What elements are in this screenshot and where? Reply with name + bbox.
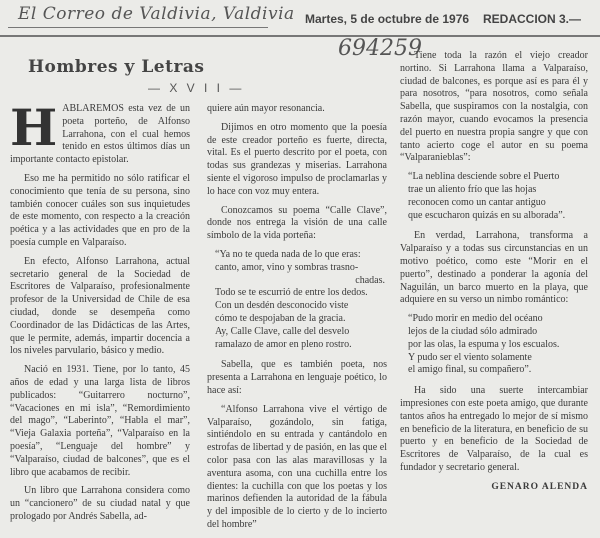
handwritten-underline (8, 27, 268, 28)
paragraph: “Alfonso Larrahona vive el vértigo de Valparaíso, gozándolo, sin fatiga, sintiéndolo en su entrada y cantándolo en estrofas de libertad y de pasión, en las que el color pasa con las alas maravillosas y la aventura asoma, con una cuchilla entre los dientes: la cuchilla con que los poetas y los marinos defienden la autoridad de la fábula y del imposible de lo cierto y de lo incierto del hombre” (207, 403, 387, 530)
poem-line: trae un aliento frío que las hojas (408, 183, 537, 195)
publication-date: Martes, 5 de octubre de 1976 (305, 12, 470, 26)
paragraph: Nació en 1931. Tiene, por lo tanto, 45 años de edad y una larga lista de libros publicados: “Guitarrero nocturno”, “Vacaciones en mi isla”, “Remordimiento del mago”, “Laberinto”, “Habla el mar”, “Vieja Galaxia porteña”, “Valparaíso en la poesía”, “Lenguaje del hombre” y “Valparaíso, ciudad de balcones”, que es el libro que acabamos de recibir. (10, 364, 190, 478)
poem-line: canto, amor, vino y sombras trasno- (215, 261, 359, 273)
paragraph: Conozcamos su poema “Calle Clave”, donde nos entrega la visión de una calle símbolo de la vida porteña: (207, 204, 387, 242)
article-subtitle: — X V I I — (148, 81, 245, 95)
article-title: Hombres y Letras (28, 57, 205, 77)
paragraph (10, 98, 190, 167)
drop-cap: H (10, 98, 58, 157)
paragraph: En verdad, Larrahona, transforma a Valparaíso y a todas sus circunstancias en un motivo poético, como este “Morir en el puerto”, destinado a ponderar la agonía del Naguilán, un barco muerto en la playa, que adquiere en su verso un nimbo romántico: (400, 230, 588, 306)
poem-line: Todo se te escurrió de entre los dedos. (215, 287, 368, 299)
poem-line: “Pudo morir en medio del océano (408, 313, 543, 325)
section-label: REDACCION 3.— (483, 12, 582, 26)
paragraph: Ha sido una suerte intercambiar impresiones con este poeta amigo, que durante tantos años ha entregado lo mejor de sí mismo en beneficio de la literatura, en beneficio de su puerto y en beneficio de la Sociedad de Escritores de Valparaíso, de la cual es fundador y secretario general. (400, 385, 588, 473)
handwritten-source-note: El Correo de Valdivia, Valdivia (18, 4, 295, 24)
paragraph: En efecto, Alfonso Larrahona, actual secretario general de la Sociedad de Escritores de Valparaíso, profesionalmente profesor de la Universidad de Chile de esa ciudad, donde se desempeña como Coordinador de las Didácticas de las Artes, que le permite, además, impartir docencia a los niveles parvulario, básico y medio. (10, 255, 190, 357)
poem-line: el amigo final, su compañero”. (408, 364, 532, 376)
paragraph: Dijimos en otro momento que la poesía de este creador porteño es fuerte, directa, vital. Es el puerto descrito por el poeta, con todas sus grandezas y miserias. Larrahona siente el vigoroso impulso de proclamarlas y lo hace con voz muy entera. (207, 121, 387, 197)
poem-line: por las olas, la espuma y los escualos. (408, 338, 560, 350)
poem-line: “Ya no te queda nada de lo que eras: (215, 248, 361, 260)
poem-line: reconocen como un cantar antiguo (408, 196, 546, 208)
poem-line: que escucharon quizás en su alborada”. (408, 209, 566, 221)
column-2 (207, 103, 387, 538)
poem-line: lejos de la ciudad sólo admirado (408, 325, 538, 337)
paragraph: Eso me ha permitido no sólo ratificar el conocimiento que tenía de su persona, sino también conocer cuáles son sus inquietudes de este momento, con respecto a la creación poética y a las actividades que en pro de la poesía cumple en Valparaíso. (10, 172, 190, 248)
paragraph-text: ABLAREMOS esta vez de un poeta porteño, de Alfonso Larrahona, con el cual hemos tenido en estos últimos días un importante contacto epistolar. (10, 103, 190, 166)
poem-line: “La neblina desciende sobre el Puerto (408, 171, 560, 183)
poem-line: cómo te despojaban de la gracia. (215, 312, 346, 324)
header-rule (0, 35, 600, 37)
author-signature: GENARO ALENDA (491, 481, 588, 492)
paragraph: Sabella, que es también poeta, nos presenta a Larrahona en lenguaje poético, lo hace así: (207, 359, 387, 396)
handwritten-archive-number: 694259 (338, 36, 422, 61)
poem-line: chadas. (355, 274, 385, 286)
poem-morir-en-el-puerto (408, 313, 588, 377)
poem-valparanieblas (408, 171, 588, 222)
paragraph: quiere aún mayor resonancia. (207, 103, 325, 114)
poem-line: Con un desdén desconocido viste (215, 300, 349, 312)
column-1 (10, 98, 190, 530)
poem-line: Ay, Calle Clave, calle del desvelo (215, 325, 350, 337)
poem-line: ramalazo de amor en pleno rostro. (215, 338, 352, 350)
poem-calle-clave (215, 249, 387, 351)
poem-line: Y pudo ser el viento solamente (408, 351, 532, 363)
paragraph: Tiene toda la razón el viejo creador nortino. Si Larrahona llama a Valparaíso, ciudad de balcones, es porque así es para él y para nosotros, “para nosotros, como señala Sabella, que suspiramos con la nostalgia, con razón mayor, cuando evocamos la presencia del puerto en nuestra propia sangre y que con tanto acierto coge el autor en su poema “Valparanieblas”: (400, 50, 588, 164)
column-3 (400, 50, 588, 494)
paragraph: Un libro que Larrahona considera como un “cancionero” de su ciudad natal y que prologado por Andrés Sabella, ad- (10, 485, 190, 522)
